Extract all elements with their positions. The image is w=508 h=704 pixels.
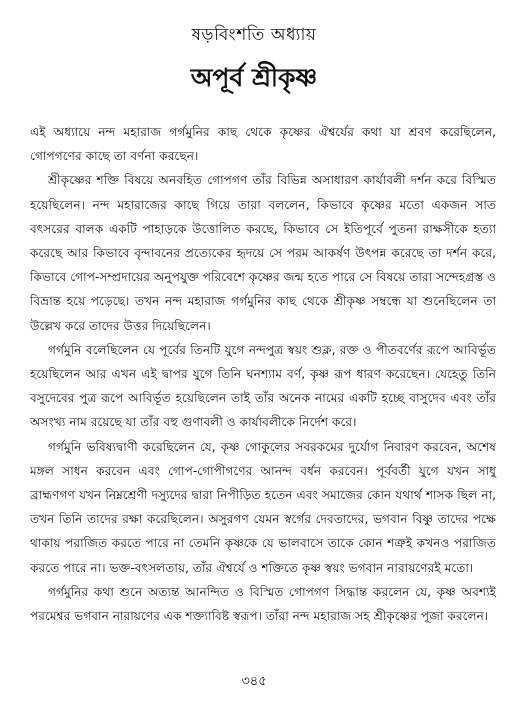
chapter-title: অপূর্ব শ্রীকৃষ্ণ bbox=[190, 63, 318, 92]
paragraph-intro: এই অধ্যায়ে নন্দ মহারাজ গর্গমুনির কাছ থেকে কৃষ্ণের ঐশ্বর্যের কথা যা শ্রবণ করেছিলেন, গোপগণের কাছে তা বর্ণনা করছেন। bbox=[30, 125, 496, 164]
paragraph-body: গর্গমুনির কথা শুনে অত্যন্ত আনন্দিত ও বিস্মিত গোপগণ সিদ্ধান্ত করলেন যে, কৃষ্ণ অবশ্যই পরমেশ্বর ভগবান নারায়ণের এক শক্ত্যাবিষ্ট স্বরূপ। তাঁরা নন্দ মহারাজ সহ শ্রীকৃষ্ণের পূজা করলেন। bbox=[30, 584, 496, 624]
paragraph-body: গর্গমুনি ভবিষ্যদ্বাণী করেছিলেন যে, কৃষ্ণ গোকুলের সবরকমের দুর্যোগ নিবারণ করবেন, অশেষ মঙ্গল সাধন করবেন এবং গোপ-গোপীগণের আনন্দ বর্ধন করবেন। পূর্ববর্তী যুগে যখন সাধু ব্রাহ্মণগণ যখন নিম্নশ্রেণী দস্যুদের দ্বারা নিপীড়িত হতেন এবং সমাজের কোন যথার্থ শাসক ছিল না, তখন তিনি তাদের রক্ষা করেছিলেন। অসুরগণ যেমন স্বর্গের দেবতাদের, ভগবান বিষ্ণু তাদের পক্ষে থাকায় পরাজিত করতে পারে না তেমনি কৃষ্ণকে যে ভালবাসে তাকে কোন শত্রুই কখনও পরাজিত করতে পারে না। ভক্ত-বৎসলতায়, তাঁর ঐশ্বর্যে ও শক্তিতে কৃষ্ণ স্বয়ং ভগবান নারায়ণেরই মতো। bbox=[30, 439, 496, 575]
chapter-label: ষড়বিংশতি অধ্যায় bbox=[191, 25, 317, 45]
page-number: ৩৪৫ bbox=[241, 674, 267, 689]
body-text bbox=[30, 120, 496, 628]
paragraph-body: শ্রীকৃষ্ণের শক্তি বিষয়ে অনবহিত গোপগণ তাঁর বিভিন্ন অসাধারণ কার্যাবলী দর্শন করে বিস্মিত হয়েছিলেন। নন্দ মহারাজের কাছে গিয়ে তারা বললেন, কিভাবে কৃষ্ণের মতো একজন সাত বৎসরের বালক একটি পাহাড়কে উত্তোলিত করছে, কিভাবে সে ইতিপূর্বে পুতনা রাক্ষসীকে হত্যা করেছে আর কিভাবে বৃন্দাবনের প্রত্যেকের হৃদয়ে সে পরম আকর্ষণ উৎপন্ন করেছে তা দর্শন করে, কিভাবে গোপ-সম্প্রদায়ের অনুপযুক্ত পরিবেশে কৃষ্ণের জন্ম হতে পারে সে বিষয়ে তারা সন্দেহগ্রস্ত ও বিভ্রান্ত হয়ে পড়েছে। তখন নন্দ মহারাজ গর্গমুনির কাছ থেকে শ্রীকৃষ্ণ সম্বন্ধে যা শুনেছিলেন তা উল্লেখ করে তাদের উত্তর দিয়েছিলেন। bbox=[30, 173, 496, 333]
paragraph-body: গর্গমুনি বলেছিলেন যে পূর্বের তিনটি যুগে নন্দপুত্র স্বয়ং শুক্ল, রক্ত ও পীতবর্ণের রূপে আবির্ভূত হয়েছিলেন আর এখন এই দ্বাপর যুগে তিনি ঘনশ্যাম বর্ণ, কৃষ্ণ রূপ ধারণ করেছেন। যেহেতু তিনি বসুদেবের পুত্র রূপে আবির্ভূত হয়েছিলেন তাই তাঁর অনেক নামের একটি হচ্ছে বাসুদেব এবং তাঁর অসংখ্য নাম রয়েছে যা তাঁর বহু গুণাবলী ও কার্যাবলীকে নির্দেশ করে। bbox=[30, 342, 496, 430]
